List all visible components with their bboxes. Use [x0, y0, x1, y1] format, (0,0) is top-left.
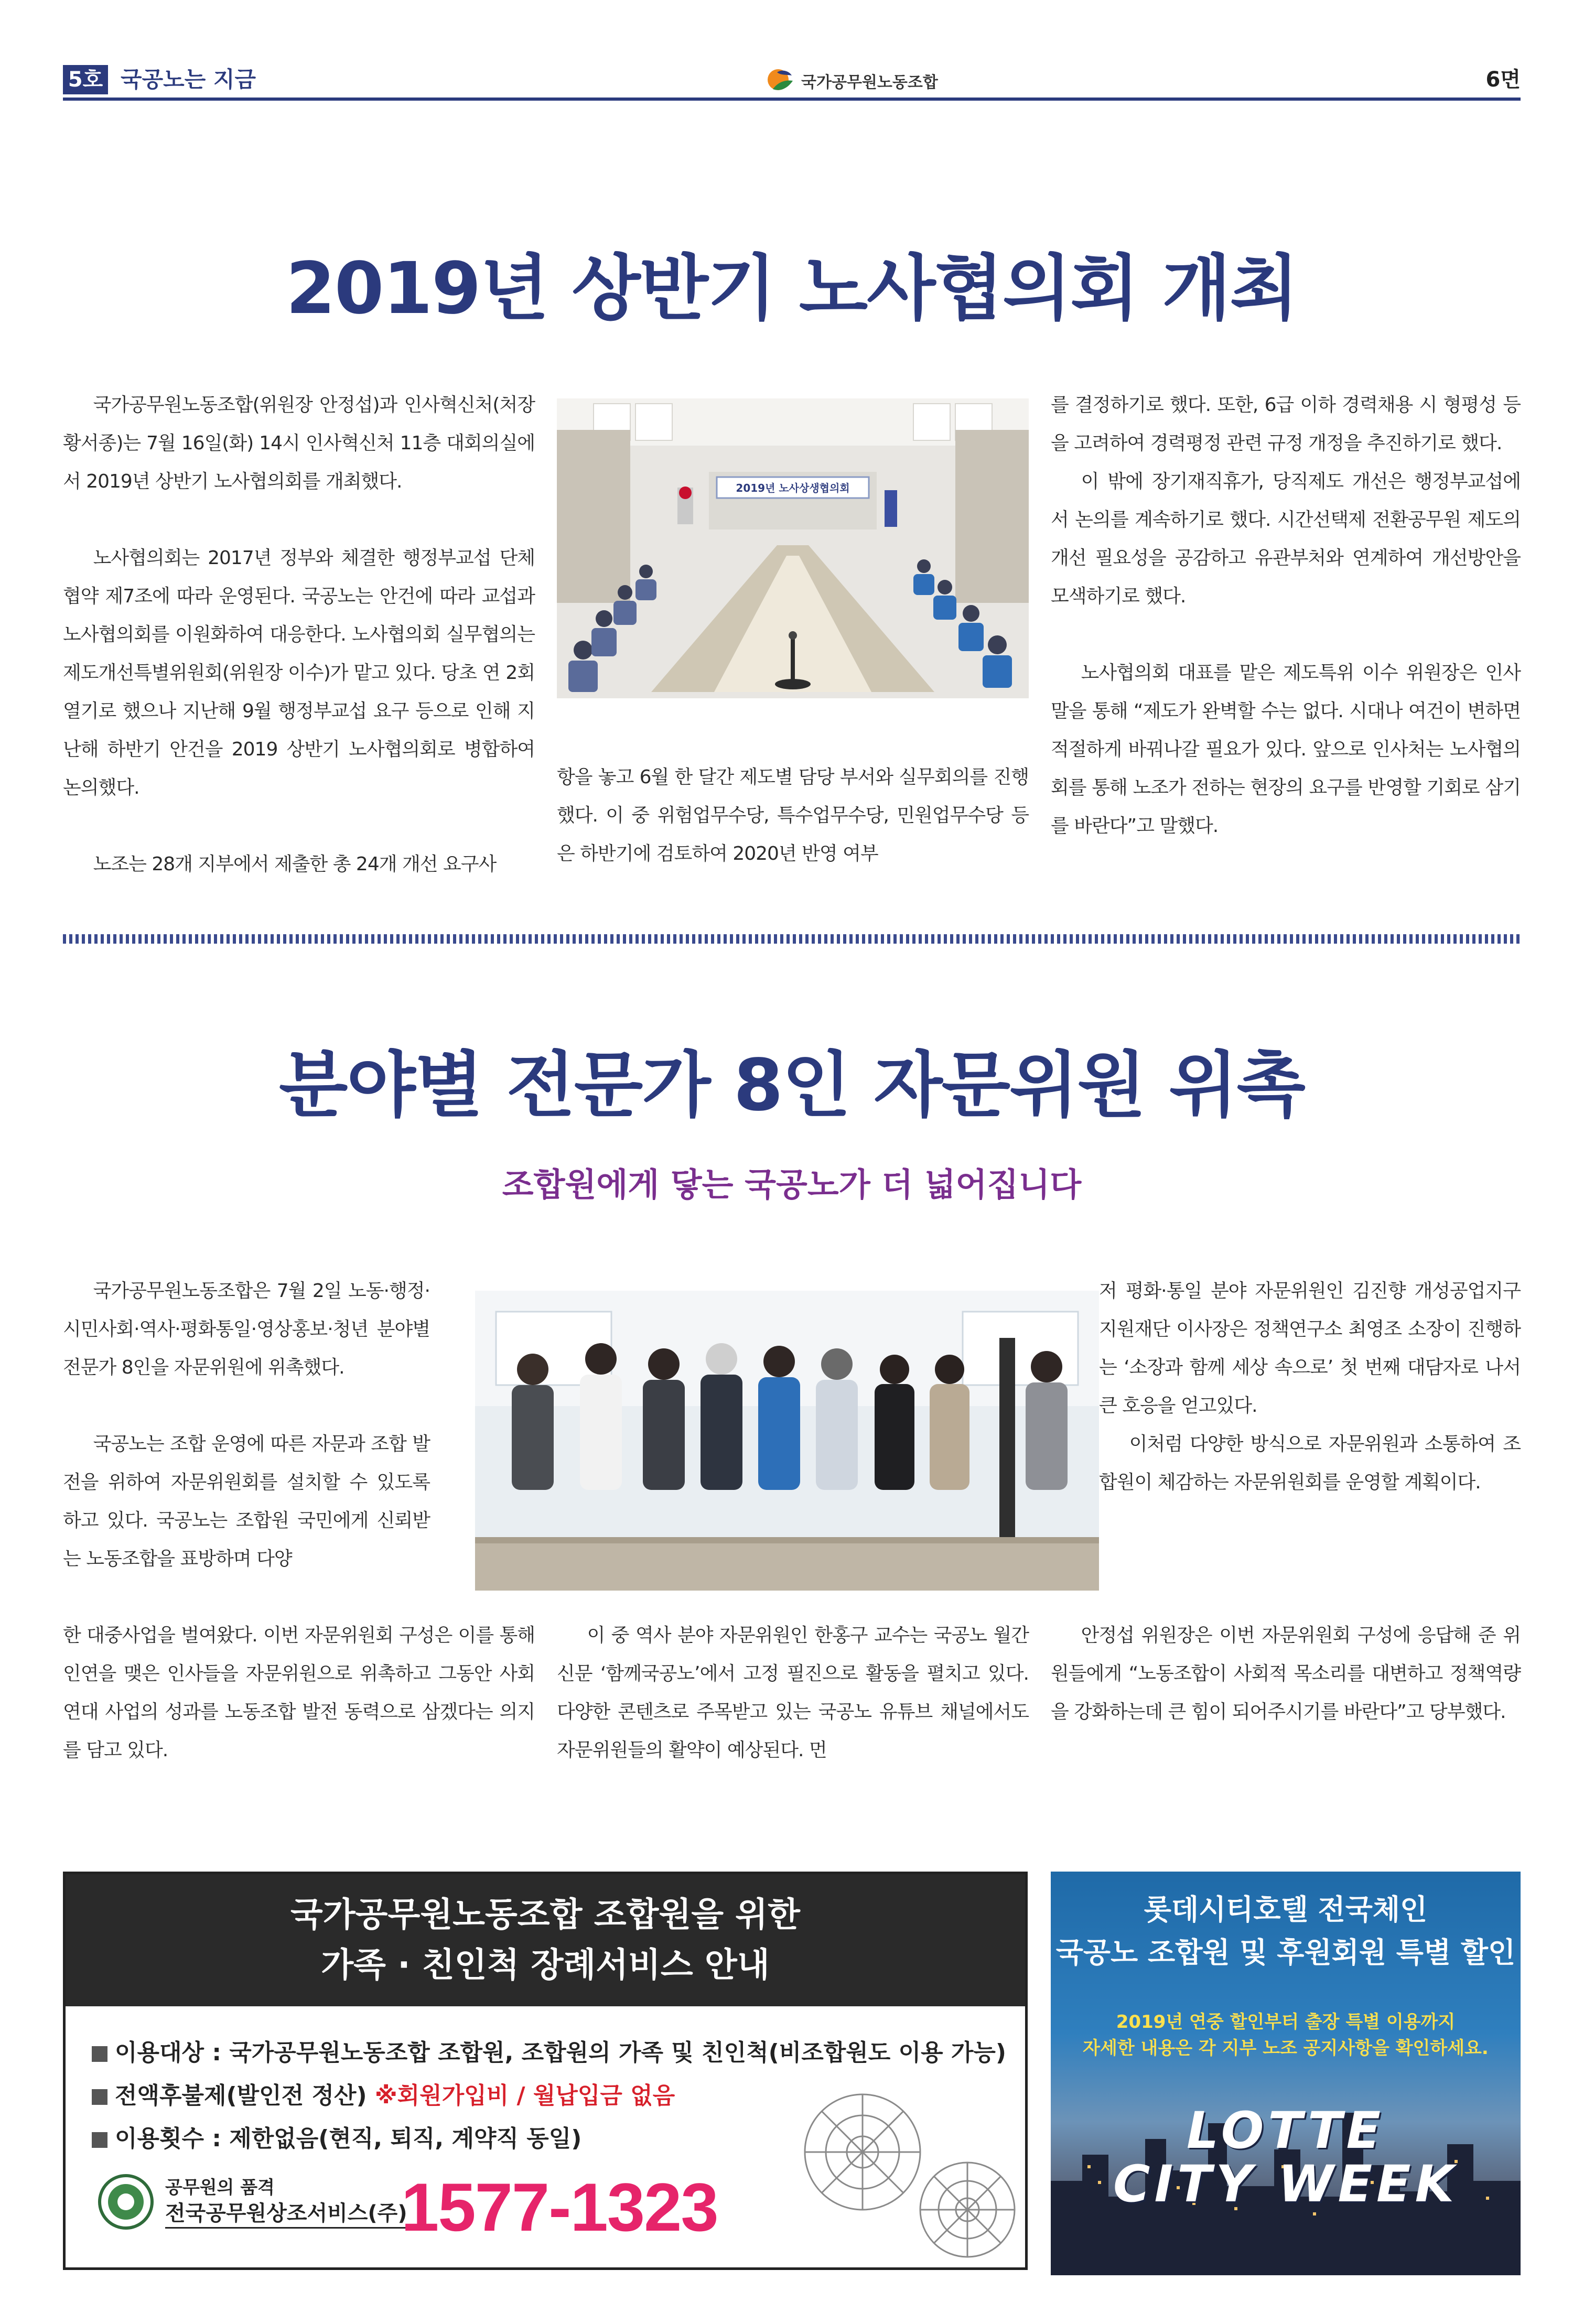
paragraph: 국공노는 조합 운영에 따른 자문과 조합 발전을 위하여 자문위원회를 설치할 수 있도록 하고 있다. 국공노는 조합원 국민에게 신뢰받는 노동조합을 표방하며 다양 — [63, 1433, 430, 1570]
bullet-square-icon — [92, 2089, 107, 2105]
hotel-ad-title-line1: 롯데시티호텔 전국체인 — [1144, 1893, 1428, 1926]
article2-column-3-continued — [1051, 1616, 1521, 1731]
hotel-ad-note-line1: 2019년 연중 할인부터 출장 특별 이용까지 — [1116, 2012, 1456, 2033]
advisors-group-photo — [475, 1291, 1099, 1591]
article2-title: 분야별 전문가 8인 자문위원 위촉 — [279, 1044, 1305, 1127]
paragraph: 노조는 28개 지부에서 제출한 총 24개 개선 요구사 — [93, 853, 497, 875]
meeting-photo-illustration — [557, 398, 1029, 698]
paragraph: 국가공무원노동조합은 7월 2일 노동·행정·시민사회·역사·평화통일·영상홍보·청년 분야별 전문가 8인을 자문위원에 위촉했다. — [63, 1280, 430, 1378]
paragraph: 를 결정하기로 했다. 또한, 6급 이하 경력채용 시 형평성 등을 고려하여 경력평정 관련 규정 개정을 추진하기로 했다. — [1051, 394, 1521, 454]
hotel-ad-note — [1051, 2009, 1521, 2061]
funeral-ad-item-text: 전액후불제(발인전 정산) — [115, 2082, 375, 2109]
paragraph: 저 평화·통일 분야 자문위원인 김진향 개성공업지구지원재단 이사장은 정책연구소 최영조 소장이 진행하는 ‘소장과 함께 세상 속으로’ 첫 번째 대담자로 나서 큰 호응을 얻고있다. — [1099, 1280, 1521, 1417]
funeral-ad-title — [66, 1874, 1025, 2006]
section-name: 국공노는 지금 — [121, 67, 256, 92]
paragraph: 국가공무원노동조합(위원장 안정섭)과 인사혁신처(처장 황서종)는 7월 16일(화) 14시 인사혁신처 11층 대회의실에서 2019년 상반기 노사협의회를 개최했다. — [63, 394, 535, 492]
funeral-phone-number[interactable]: 1577-1323 — [401, 2169, 718, 2245]
article1-column-1 — [63, 386, 535, 883]
hotel-discount-ad — [1051, 1872, 1521, 2275]
hotel-ad-title — [1051, 1888, 1521, 1974]
lotte-city-week-logo: LOTTE — [1186, 2101, 1385, 2160]
article1-title: 2019년 상반기 노사협의회 개최 — [286, 247, 1298, 330]
lotte-city-week-logo-line2: CITY WEEK — [1113, 2155, 1459, 2213]
paragraph: 이 중 역사 분야 자문위원인 한홍구 교수는 국공노 월간 신문 ‘함께국공노’에서 고정 필진으로 활동을 펼치고 있다. 다양한 콘텐츠로 주목받고 있는 국공노 유튜브 채널에서도 자문위원들의 활약이 예상된다. 먼 — [557, 1625, 1029, 1761]
union-logo — [766, 66, 938, 95]
paragraph: 한 대중사업을 벌여왔다. 이번 자문위원회 구성은 이를 통해 인연을 맺은 인사들을 자문위원으로 위촉하고 그동안 사회연대 사업의 성과를 노동조합 발전 동력으로 삼겠다는 의지를 담고 있다. — [63, 1625, 535, 1761]
paragraph: 이처럼 다양한 방식으로 자문위원과 소통하여 조합원이 체감하는 자문위원회를 운영할 계획이다. — [1099, 1433, 1521, 1493]
article2-column-3 — [1099, 1272, 1521, 1501]
article2-column-2 — [557, 1616, 1029, 1769]
paragraph: 이 밖에 장기재직휴가, 당직제도 개선은 행정부교섭에서 논의를 계속하기로 했다. 시간선택제 전환공무원 제도의 개선 필요성을 공감하고 유관부처와 연계하여 개선방안을 모색하기로 했다. — [1051, 471, 1521, 607]
company-slogan: 공무원의 품격 — [165, 2177, 275, 2198]
paragraph: 안정섭 위원장은 이번 자문위원회 구성에 응답해 준 위원들에게 “노동조합이 사회적 목소리를 대변하고 정책역량을 강화하는데 큰 힘이 되어주시기를 바란다”고 당부했다. — [1051, 1625, 1521, 1723]
funeral-ad-item-text: 이용횟수 : 제한없음(현직, 퇴직, 계약직 동일) — [115, 2125, 582, 2152]
advisors-group-photo-illustration — [475, 1291, 1099, 1591]
funeral-ad-notice: ※회원가입비 / 월납입금 없음 — [374, 2082, 675, 2109]
paragraph: 항을 놓고 6월 한 달간 제도별 담당 부서와 실무회의를 진행했다. 이 중 위험업무수당, 특수업무수당, 민원업무수당 등은 하반기에 검토하여 2020년 반영 여부 — [557, 766, 1029, 864]
article1-column-3 — [1051, 386, 1521, 845]
bullet-square-icon — [92, 2046, 107, 2062]
article1-column-2 — [557, 758, 1029, 873]
funeral-company — [97, 2173, 407, 2231]
page-header — [63, 63, 1521, 99]
issue-number: 5호 — [63, 65, 108, 94]
union-logo-icon — [766, 66, 795, 95]
paragraph: 노사협의회 대표를 맡은 제도특위 이수 위원장은 인사말을 통해 “제도가 완벽할 수는 없다. 시대나 여건이 변하면 적절하게 바꿔나갈 필요가 있다. 앞으로 인사처는 노사협의회를 통해 노조가 전하는 현장의 요구를 반영할 기회로 삼기를 바란다”고 말했다. — [1051, 662, 1521, 837]
funeral-service-ad — [63, 1872, 1028, 2270]
funeral-ad-item — [92, 2031, 1006, 2074]
article2-column-1-continued — [63, 1616, 535, 1769]
hotel-ad-title-line2: 국공노 조합원 및 후원회원 특별 할인 — [1055, 1936, 1516, 1969]
funeral-ad-title-line1: 국가공무원노동조합 조합원을 위한 — [290, 1896, 800, 1934]
funeral-ad-item-text: 이용대상 : 국가공무원노동조합 조합원, 조합원의 가족 및 친인척(비조합원도 이용 가능) — [115, 2039, 1007, 2066]
meeting-photo — [557, 398, 1029, 698]
union-logo-text: 국가공무원노동조합 — [801, 73, 938, 92]
section-divider — [63, 934, 1521, 944]
company-name: 전국공무원상조서비스(주) — [165, 2200, 407, 2229]
meeting-banner-text: 2019년 노사상생협의회 — [736, 482, 850, 494]
header-rule — [63, 98, 1521, 101]
company-seal-icon — [97, 2173, 155, 2231]
page-number: 6면 — [1485, 68, 1521, 92]
bullet-square-icon — [92, 2132, 107, 2148]
paragraph: 노사협의회는 2017년 정부와 체결한 행정부교섭 단체협약 제7조에 따라 운영된다. 국공노는 안건에 따라 교섭과 노사협의회를 이원화하여 대응한다. 노사협의회 실무협의는 제도개선특별위원회(위원장 이수)가 맡고 있다. 당초 연 2회 열기로 했으나 지난해 9월 행정부교섭 요구 등으로 인해 지난해 하반기 안건을 2019 상반기 노사협의회로 병합하여 논의했다. — [63, 547, 535, 798]
hotel-ad-note-line2: 자세한 내용은 각 지부 노조 공지사항을 확인하세요. — [1083, 2038, 1489, 2059]
chrysanthemum-icon — [768, 2073, 1028, 2270]
article2-subtitle: 조합원에게 닿는 국공노가 더 넓어집니다 — [502, 1165, 1082, 1204]
article2-column-1 — [63, 1272, 430, 1578]
funeral-ad-title-line2: 가족 · 친인척 장례서비스 안내 — [321, 1946, 770, 1985]
